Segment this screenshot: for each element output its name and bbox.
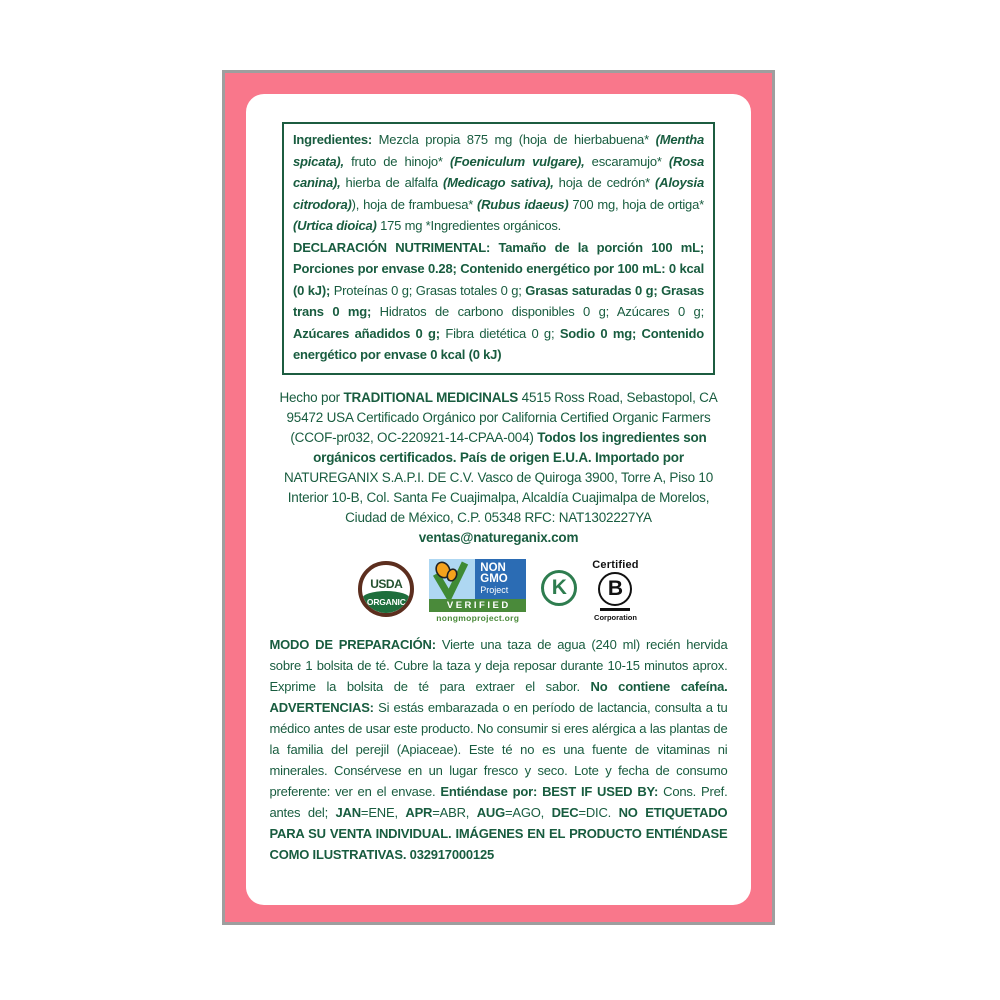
certification-logos-row <box>246 558 751 626</box>
usda-organic-seal-icon <box>358 561 414 617</box>
b-corp-letter: B <box>607 576 624 600</box>
preparation-warnings-paragraph: MODO DE PREPARACIÓN: Vierte una taza de agua (240 ml) recién hervida sobre 1 bolsita de té. Cubre la taza y deja reposar durante 10-15 minutos aprox. Exprime la bolsita de té para extraer el sabor. No contiene cafeína. ADVERTENCIAS: Si estás embarazada o en período de lactancia, consulta a tu médico antes de usar este producto. No consumir si eres alérgica a las plantas de la familia del perejil (Apiaceae). Este té no es una fuente de vitaminas ni minerales. Consérvese en un lugar fresco y seco. Lote y fecha de consumo preferente: ver en el envase. Entiéndase por: BEST IF USED BY: Cons. Pref. antes del; JAN=ENE, APR=ABR, AUG=AGO, DEC=DIC. NO ETIQUETADO PARA SU VENTA INDIVIDUAL. IMÁGENES EN EL PRODUCTO ENTIÉNDASE COMO ILUSTRATIVAS. 032917000125 <box>269 636 728 862</box>
ingredients-box <box>282 122 715 375</box>
nutrition-declaration-paragraph: DECLARACIÓN NUTRIMENTAL: Tamaño de la porción 100 mL; Porciones por envase 0.28; Contenido energético por 100 mL: 0 kcal (0 kJ); Proteínas 0 g; Grasas totales 0 g; Grasas saturadas 0 g; Grasas trans 0 mg; Hidratos de carbono disponibles 0 g; Azúcares 0 g; Azúcares añadidos 0 g; Fibra dietética 0 g; Sodio 0 mg; Contenido energético por envase 0 kcal (0 kJ) <box>293 239 704 362</box>
kosher-k-letter: K <box>551 575 567 599</box>
non-gmo-project-verified-logo <box>429 559 526 623</box>
non-gmo-word-non: NON <box>480 561 506 574</box>
kosher-k-seal-icon <box>541 570 577 606</box>
non-gmo-word-gmo: GMO <box>480 572 508 585</box>
ingredients-paragraph: Ingredientes: Mezcla propia 875 mg (hoja de hierbabuena* (Mentha spicata), fruto de hinojo* (Foeniculum vulgare), escaramujo* (Rosa canina), hierba de alfalfa (Medicago sativa), hoja de cedrón* (Aloysia citrodora)), hoja de frambuesa* (Rubus idaeus) 700 mg, hoja de ortiga* (Urtica dioica) 175 mg *Ingredientes orgánicos. <box>293 132 705 233</box>
usda-seal-bottom-label: ORGANIC <box>366 596 406 607</box>
non-gmo-verified-bar: VERIFIED <box>429 599 526 612</box>
b-corp-underline <box>600 608 630 611</box>
label-inner-panel <box>246 94 751 905</box>
tea-label-card <box>222 70 775 925</box>
non-gmo-url-label: nongmoproject.org <box>436 612 520 623</box>
non-gmo-butterfly-icon <box>429 559 475 599</box>
non-gmo-word-project: Project <box>480 584 509 595</box>
b-corp-certified-label: Certified <box>592 558 639 571</box>
usda-seal-top-label: USDA <box>370 576 403 591</box>
non-gmo-logo-main <box>429 559 526 599</box>
b-corp-circle-icon <box>598 572 632 606</box>
usda-seal-top <box>362 565 410 591</box>
manufacturer-importer-paragraph: Hecho por TRADITIONAL MEDICINALS 4515 Ross Road, Sebastopol, CA 95472 USA Certificado Orgánico por California Certified Organic Farmers (CCOF-pr032, OC-220921-14-CPAA-004) Todos los ingredientes son orgánicos certificados. País de origen E.U.A. Importado por NATUREGANIX S.A.P.I. DE C.V. Vasco de Quiroga 3900, Torre A, Piso 10 Interior 10-B, Col. Santa Fe Cuajimalpa, Alcaldía Cuajimalpa de Morelos, Ciudad de México, C.P. 05348 RFC: NAT1302227YA ventas@natureganix.com <box>279 389 718 545</box>
b-corp-corporation-label: Corporation <box>594 612 637 622</box>
certified-b-corporation-logo <box>592 559 638 622</box>
usda-seal-bottom <box>362 591 410 613</box>
non-gmo-wordmark <box>475 559 526 599</box>
